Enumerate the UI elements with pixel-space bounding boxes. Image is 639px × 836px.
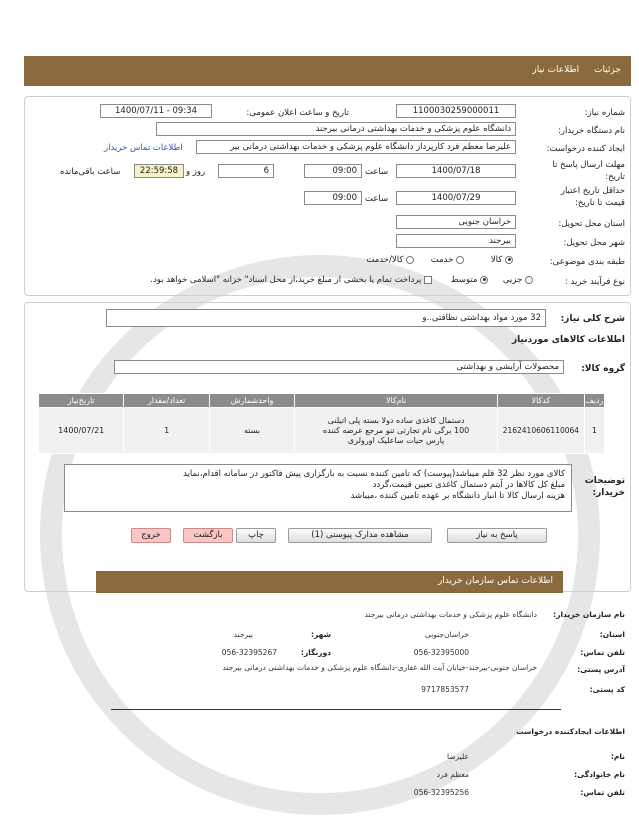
notes-line-3: هزینه ارسال کالا تا انبار دانشگاه بر عهده تامین کننده ،میباشد (350, 491, 565, 501)
creator-name-value: علیرضا (446, 752, 469, 761)
contact-buyer-label: نام سازمان خریدار: (553, 610, 625, 619)
summary-field: 32 مورد مواد بهداشتی نظافتی..و (106, 309, 546, 327)
category-both-label: کالا/خدمت (366, 255, 404, 265)
process-partial-label: جزیی (502, 275, 523, 285)
category-radio-group (366, 255, 513, 265)
col-unit: واحدشمارش (209, 394, 294, 408)
contact-buyer-value: دانشگاه علوم پزشکی و خدمات بهداشتی درمانی بیرجند (364, 610, 537, 619)
col-qty: تعداد/مقدار (124, 394, 209, 408)
province-label: استان محل تحویل: (558, 219, 625, 229)
attachments-button[interactable]: مشاهده مدارک پیوستی (1) (288, 528, 432, 543)
creator-family-label: نام خانوادگی: (574, 770, 625, 779)
contact-postal-value: 9717853577 (421, 685, 469, 694)
city-field: بیرجند (396, 234, 516, 248)
category-goods-radio[interactable] (505, 256, 513, 264)
cell-code: 2162410606110064 (497, 408, 584, 454)
creator-field: علیرضا معظم فرد کارپرداز دانشگاه علوم پزشکی و خدمات بهداشتی درمانی بیر (196, 140, 516, 154)
page-header (24, 56, 631, 86)
announce-label: تاریخ و ساعت اعلان عمومی: (246, 108, 349, 118)
contact-address-value: خراسان جنوبی-بیرجند-خیابان آیت الله غفاری-دانشگاه علوم پزشکی و خدمات بهداشتی درمانی بیرجند (222, 663, 537, 672)
col-row: ردیف (584, 394, 604, 408)
validity-time-field: 09:00 (304, 191, 362, 205)
deadline-date-field: 1400/07/18 (396, 164, 516, 178)
creator-name-label: نام: (610, 752, 625, 761)
need-number-field: 1100030259000011 (396, 104, 516, 118)
goods-title: اطلاعات کالاهای موردنیاز (511, 335, 625, 345)
days-field: 6 (218, 164, 274, 178)
remaining-label: ساعت باقی‌مانده (60, 167, 121, 177)
notes-line-2: مبلغ کل کالاها در آیتم دستمال کاغذی تعیین قیمت،گردد (372, 480, 565, 490)
category-goods-label: کالا (490, 255, 503, 265)
goods-table-wrap (38, 393, 605, 454)
category-service-radio[interactable] (456, 256, 464, 264)
breadcrumb-home[interactable]: جزئیات (594, 65, 621, 75)
notes-label-2: خریدار: (592, 488, 625, 498)
contact-address-label: آدرس پستی: (577, 665, 625, 674)
col-code: کدکالا (497, 394, 584, 408)
cell-row: 1 (584, 408, 604, 454)
contact-header (96, 571, 563, 593)
buyer-label: نام دستگاه خریدار: (558, 126, 625, 136)
province-field: خراسان جنوبی (396, 215, 516, 229)
contact-title: اطلاعات تماس سازمان خریدار (437, 576, 553, 586)
contact-province-value: خراسان‌جنوبی (424, 630, 469, 639)
goods-group-field: محصولات آرایشی و بهداشتی (114, 360, 564, 374)
deadline-label-2: تاریخ: (605, 172, 625, 182)
process-radio-group (150, 275, 533, 285)
contact-province-label: استان: (599, 630, 625, 639)
treasury-payment-checkbox[interactable] (424, 276, 432, 284)
cell-unit: بسته (209, 408, 294, 454)
back-button[interactable]: بازگشت (183, 528, 233, 543)
contact-divider (111, 709, 561, 710)
summary-label: شرح کلی نیاز: (560, 314, 625, 324)
breadcrumb (520, 65, 621, 75)
goods-table (38, 393, 605, 454)
treasury-payment-note: پرداخت تمام یا بخشی از مبلغ خرید،از محل اسناد" خزانه "اسلامی خواهد بود. (150, 275, 422, 285)
deadline-time-label: ساعت (365, 167, 389, 177)
cell-date: 1400/07/21 (39, 408, 124, 454)
cell-qty: 1 (124, 408, 209, 454)
goods-table-header (39, 394, 605, 408)
contact-city-value: بیرجند (233, 630, 253, 639)
announce-field: 1400/07/11 - 09:34 (100, 104, 212, 118)
contact-fax-label: دورنگار: (300, 648, 331, 657)
buyer-contact-link[interactable]: اطلاعات تماس خریدار (104, 143, 183, 153)
notes-line-1: کالای مورد نظر 32 قلم میباشد(پیوست) که تامین کننده نسبت به بارگزاری پیش فاکتور در سامانه اقدام،نماید (183, 469, 565, 479)
deadline-label-1: مهلت ارسال پاسخ تا (552, 160, 625, 170)
creator-title: اطلاعات ایجادکننده درخواست (516, 727, 625, 736)
validity-label-2: قیمت تا تاریخ: (574, 198, 625, 208)
validity-date-field: 1400/07/29 (396, 191, 516, 205)
process-partial-radio[interactable] (525, 276, 533, 284)
col-date: تاریخ‌نیاز (39, 394, 124, 408)
contact-phone-value: 056-32395000 (413, 648, 469, 657)
contact-fax-value: 056-32395267 (221, 648, 277, 657)
notes-label-1: توضیحات (584, 476, 625, 486)
creator-label: ایجاد کننده درخواست: (546, 144, 625, 154)
category-service-label: خدمت (430, 255, 454, 265)
contact-city-label: شهر: (311, 630, 331, 639)
process-label: نوع فرآیند خرید : (564, 277, 625, 287)
col-name: نام‌کالا (295, 394, 498, 408)
category-both-radio[interactable] (406, 256, 414, 264)
creator-family-value: معظم فرد (436, 770, 469, 779)
breadcrumb-current[interactable]: اطلاعات نیاز (532, 65, 580, 75)
category-label: طبقه بندی موضوعی: (549, 257, 625, 267)
reply-button[interactable]: پاسخ به نیاز (447, 528, 547, 543)
process-medium-label: متوسط (450, 275, 478, 285)
creator-phone-label: تلفن تماس: (580, 788, 625, 797)
deadline-time-field: 09:00 (304, 164, 362, 178)
cell-name: دستمال کاغذی ساده دولا بسته پلی اتیلنی 100 برگی نام تجارتی تنو مرجع عرضه کننده پارس حیات ساعلیک اورولری (295, 408, 498, 454)
validity-time-label: ساعت (365, 194, 389, 204)
buyer-field: دانشگاه علوم پزشکی و خدمات بهداشتی درمانی بیرجند (156, 122, 516, 136)
notes-box (64, 464, 572, 512)
print-button[interactable]: چاپ (236, 528, 276, 543)
city-label: شهر محل تحویل: (563, 238, 625, 248)
table-row (39, 408, 605, 454)
days-label: روز و (186, 167, 206, 177)
need-number-label: شماره نیاز: (584, 108, 625, 118)
creator-phone-value: 056-32395256 (413, 788, 469, 797)
process-medium-radio[interactable] (480, 276, 488, 284)
goods-group-label: گروه کالا: (581, 364, 625, 374)
contact-phone-label: تلفن تماس: (580, 648, 625, 657)
exit-button[interactable]: خروج (131, 528, 171, 543)
contact-postal-label: کد پستی: (589, 685, 625, 694)
validity-label-1: حداقل تاریخ اعتبار (560, 186, 625, 196)
remaining-time-field: 22:59:58 (134, 164, 184, 178)
